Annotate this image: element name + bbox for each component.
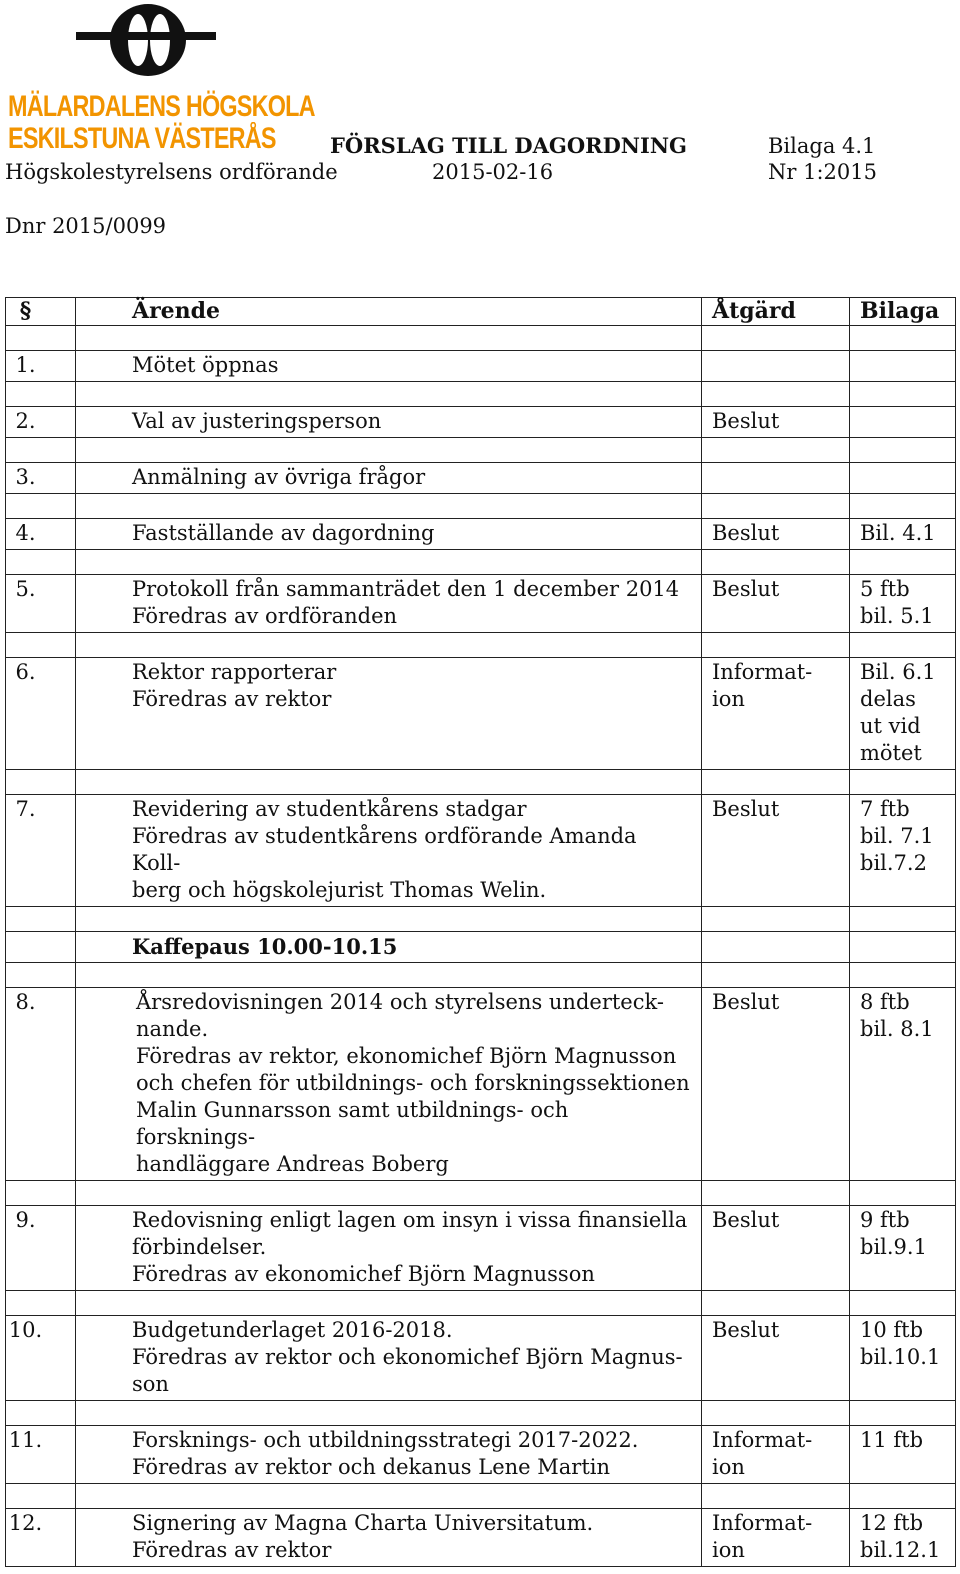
spacer-cell (702, 1401, 850, 1426)
item-action-line: Informat- (712, 1428, 813, 1452)
header-matter: Ärende (76, 298, 702, 326)
item-matter (76, 1509, 702, 1567)
item-matter (76, 519, 702, 550)
item-attachment-line: bil.12.1 (860, 1538, 941, 1562)
table-row (6, 932, 956, 963)
spacer-cell (76, 382, 702, 407)
header-section: § (6, 298, 76, 326)
spacer-row (6, 633, 956, 658)
item-attachment-line: bil. 8.1 (860, 1017, 934, 1041)
item-number-text: 1. (15, 353, 36, 377)
item-matter-line: handläggare Andreas Boberg (136, 1152, 449, 1176)
table-row (6, 463, 956, 494)
item-number (6, 519, 76, 550)
spacer-row (6, 770, 956, 795)
item-number-text: 12. (8, 1511, 43, 1535)
item-matter (76, 463, 702, 494)
item-action (702, 407, 850, 438)
item-action (702, 351, 850, 382)
item-number-text: 9. (15, 1208, 36, 1232)
item-action (702, 1206, 850, 1291)
item-matter-line: Föredras av rektor (132, 1538, 332, 1562)
item-number-text: 4. (15, 521, 36, 545)
spacer-cell (702, 550, 850, 575)
item-attachment (850, 988, 956, 1181)
spacer-row (6, 907, 956, 932)
spacer-cell (702, 963, 850, 988)
item-action-line: Beslut (712, 990, 780, 1014)
item-number (6, 575, 76, 633)
item-action-line: Beslut (712, 1318, 780, 1342)
item-matter-line: Föredras av rektor och dekanus Lene Martin (132, 1455, 610, 1479)
item-matter (76, 932, 702, 963)
item-matter-line: Föredras av ordföranden (132, 604, 398, 628)
item-matter (76, 988, 702, 1181)
item-attachment (850, 1509, 956, 1567)
item-action-line: Beslut (712, 797, 780, 821)
item-attachment-line: Bil. 4.1 (860, 521, 936, 545)
item-matter-line: Redovisning enligt lagen om insyn i vissa finansiella (132, 1208, 688, 1232)
spacer-cell (702, 438, 850, 463)
item-matter-line: Anmälning av övriga frågor (132, 465, 426, 489)
spacer-cell (6, 550, 76, 575)
spacer-cell (6, 1181, 76, 1206)
spacer-cell (6, 907, 76, 932)
item-number-text: 2. (15, 409, 36, 433)
spacer-cell (850, 1484, 956, 1509)
spacer-cell (850, 494, 956, 519)
item-matter (76, 658, 702, 770)
spacer-cell (850, 963, 956, 988)
agenda-table (5, 297, 956, 1567)
dnr-label: Dnr 2015/0099 (5, 214, 167, 238)
spacer-row (6, 550, 956, 575)
item-attachment-line: mötet (860, 741, 922, 765)
item-matter-line: berg och högskolejurist Thomas Welin. (132, 878, 547, 902)
item-matter-line: och chefen för utbildnings- och forskningssektionen (136, 1071, 690, 1095)
item-matter-line: Budgetunderlaget 2016-2018. (132, 1318, 453, 1342)
logo-text-line2: ESKILSTUNA VÄSTERÅS (8, 122, 276, 155)
item-matter-line: son (132, 1372, 169, 1396)
spacer-cell (702, 907, 850, 932)
item-action (702, 1509, 850, 1567)
spacer-cell (6, 1484, 76, 1509)
item-matter-line: Föredras av ekonomichef Björn Magnusson (132, 1262, 595, 1286)
item-matter (76, 407, 702, 438)
table-row (6, 658, 956, 770)
table-row (6, 1316, 956, 1401)
item-action-line: ion (712, 1538, 745, 1562)
spacer-cell (76, 326, 702, 351)
document-title: FÖRSLAG TILL DAGORDNING (330, 133, 687, 158)
item-matter-line: Signering av Magna Charta Universitatum. (132, 1511, 594, 1535)
item-action-line: Beslut (712, 409, 780, 433)
item-attachment-line: bil.7.2 (860, 851, 927, 875)
item-attachment-line: 5 ftb (860, 577, 910, 601)
spacer-cell (76, 494, 702, 519)
spacer-cell (6, 438, 76, 463)
item-number (6, 932, 76, 963)
item-attachment-line: 9 ftb (860, 1208, 910, 1232)
item-action (702, 795, 850, 907)
spacer-cell (76, 1401, 702, 1426)
item-matter-line: Föredras av studentkårens ordförande Amanda Koll- (132, 824, 637, 875)
item-number-text: 7. (15, 797, 36, 821)
spacer-row (6, 326, 956, 351)
spacer-cell (850, 770, 956, 795)
spacer-cell (76, 633, 702, 658)
spacer-cell (702, 1484, 850, 1509)
item-matter (76, 351, 702, 382)
item-matter (76, 575, 702, 633)
spacer-cell (76, 1291, 702, 1316)
item-number (6, 658, 76, 770)
spacer-cell (702, 633, 850, 658)
item-action (702, 932, 850, 963)
item-action (702, 988, 850, 1181)
item-attachment (850, 932, 956, 963)
item-number-text: 6. (15, 660, 36, 684)
item-attachment-line: bil.9.1 (860, 1235, 927, 1259)
spacer-cell (76, 963, 702, 988)
spacer-cell (850, 1291, 956, 1316)
item-matter-line: Mötet öppnas (132, 353, 279, 377)
item-matter-line: Föredras av rektor och ekonomichef Björn Magnus- (132, 1345, 683, 1369)
spacer-cell (702, 382, 850, 407)
item-action-line: Beslut (712, 1208, 780, 1232)
item-matter-line: Val av justeringsperson (132, 409, 382, 433)
item-matter-line: Malin Gunnarsson samt utbildnings- och forsknings- (136, 1098, 569, 1149)
item-number (6, 1426, 76, 1484)
spacer-cell (6, 963, 76, 988)
item-action-line: ion (712, 687, 745, 711)
item-attachment-line: ut vid (860, 714, 921, 738)
header-action: Åtgärd (702, 298, 850, 326)
spacer-cell (6, 494, 76, 519)
item-number (6, 988, 76, 1181)
header-attachment: Bilaga (850, 298, 956, 326)
item-number (6, 1509, 76, 1567)
item-action-line: ion (712, 1455, 745, 1479)
item-attachment-line: Bil. 6.1 (860, 660, 936, 684)
item-matter-line: Kaffepaus 10.00-10.15 (132, 934, 398, 959)
spacer-cell (6, 633, 76, 658)
item-matter-line: Årsredovisningen 2014 och styrelsens underteck- (136, 990, 664, 1014)
item-matter-line: Föredras av rektor, ekonomichef Björn Magnusson (136, 1044, 677, 1068)
item-attachment-line: 8 ftb (860, 990, 910, 1014)
spacer-row (6, 1291, 956, 1316)
item-attachment (850, 519, 956, 550)
item-attachment-line: bil.10.1 (860, 1345, 941, 1369)
spacer-cell (850, 1181, 956, 1206)
item-number-text: 8. (15, 990, 36, 1014)
spacer-row (6, 963, 956, 988)
spacer-cell (850, 550, 956, 575)
item-attachment (850, 795, 956, 907)
table-row (6, 1206, 956, 1291)
item-number-text: 5. (15, 577, 36, 601)
spacer-cell (76, 438, 702, 463)
item-attachment (850, 407, 956, 438)
spacer-cell (850, 326, 956, 351)
item-matter-line: Fastställande av dagordning (132, 521, 435, 545)
item-action (702, 575, 850, 633)
spacer-cell (6, 326, 76, 351)
item-attachment (850, 1206, 956, 1291)
spacer-row (6, 1181, 956, 1206)
item-attachment-line: 10 ftb (860, 1318, 924, 1342)
table-row (6, 1509, 956, 1567)
item-action-line: Informat- (712, 1511, 813, 1535)
spacer-cell (850, 633, 956, 658)
item-action (702, 658, 850, 770)
item-action-line: Beslut (712, 521, 780, 545)
item-matter-line: Rektor rapporterar (132, 660, 337, 684)
item-attachment-line: bil. 7.1 (860, 824, 934, 848)
document-number: Nr 1:2015 (768, 160, 877, 184)
spacer-cell (6, 382, 76, 407)
item-attachment-line: 12 ftb (860, 1511, 924, 1535)
item-number-text: 11. (8, 1428, 43, 1452)
spacer-row (6, 494, 956, 519)
spacer-row (6, 1484, 956, 1509)
item-attachment-line: 7 ftb (860, 797, 910, 821)
item-attachment (850, 1316, 956, 1401)
table-row (6, 351, 956, 382)
logo-emblem-icon (76, 2, 216, 82)
item-matter-line: nande. (136, 1017, 209, 1041)
item-matter (76, 1206, 702, 1291)
item-matter-line: Forsknings- och utbildningsstrategi 2017-2022. (132, 1428, 639, 1452)
item-action-line: Informat- (712, 660, 813, 684)
spacer-row (6, 1401, 956, 1426)
spacer-cell (850, 382, 956, 407)
item-attachment (850, 351, 956, 382)
item-number (6, 407, 76, 438)
spacer-cell (6, 1291, 76, 1316)
table-header-row (6, 298, 956, 326)
table-row (6, 988, 956, 1181)
item-action-line: Beslut (712, 577, 780, 601)
spacer-cell (6, 770, 76, 795)
item-number (6, 351, 76, 382)
attachment-label: Bilaga 4.1 (768, 134, 876, 158)
spacer-cell (6, 1401, 76, 1426)
item-matter (76, 1316, 702, 1401)
spacer-cell (850, 907, 956, 932)
item-matter-line: förbindelser. (132, 1235, 267, 1259)
item-matter-line: Protokoll från sammanträdet den 1 december 2014 (132, 577, 680, 601)
item-attachment (850, 463, 956, 494)
logo-text-line1: MÄLARDALENS HÖGSKOLA (8, 90, 315, 123)
item-attachment-line: 11 ftb (860, 1428, 924, 1452)
document-date: 2015-02-16 (432, 160, 554, 184)
item-action (702, 1316, 850, 1401)
table-row (6, 519, 956, 550)
item-attachment-line: delas (860, 687, 916, 711)
spacer-cell (76, 550, 702, 575)
spacer-row (6, 438, 956, 463)
spacer-cell (850, 438, 956, 463)
spacer-cell (76, 1181, 702, 1206)
spacer-cell (76, 1484, 702, 1509)
item-action (702, 1426, 850, 1484)
table-row (6, 407, 956, 438)
item-number (6, 1206, 76, 1291)
item-action (702, 463, 850, 494)
university-logo (4, 2, 315, 162)
spacer-cell (850, 1401, 956, 1426)
item-attachment (850, 658, 956, 770)
spacer-cell (702, 1291, 850, 1316)
item-attachment (850, 575, 956, 633)
item-attachment (850, 1426, 956, 1484)
spacer-cell (702, 770, 850, 795)
item-matter-line: Föredras av rektor (132, 687, 332, 711)
spacer-cell (76, 907, 702, 932)
item-number (6, 463, 76, 494)
table-row (6, 1426, 956, 1484)
spacer-row (6, 382, 956, 407)
table-row (6, 795, 956, 907)
item-number-text: 10. (8, 1318, 43, 1342)
table-row (6, 575, 956, 633)
item-number (6, 1316, 76, 1401)
item-matter-line: Revidering av studentkårens stadgar (132, 797, 527, 821)
item-matter (76, 795, 702, 907)
item-matter (76, 1426, 702, 1484)
item-number-text: 3. (15, 465, 36, 489)
sender-label: Högskolestyrelsens ordförande (5, 160, 338, 184)
spacer-cell (702, 494, 850, 519)
spacer-cell (76, 770, 702, 795)
item-action (702, 519, 850, 550)
item-number (6, 795, 76, 907)
spacer-cell (702, 1181, 850, 1206)
spacer-cell (702, 326, 850, 351)
item-attachment-line: bil. 5.1 (860, 604, 934, 628)
